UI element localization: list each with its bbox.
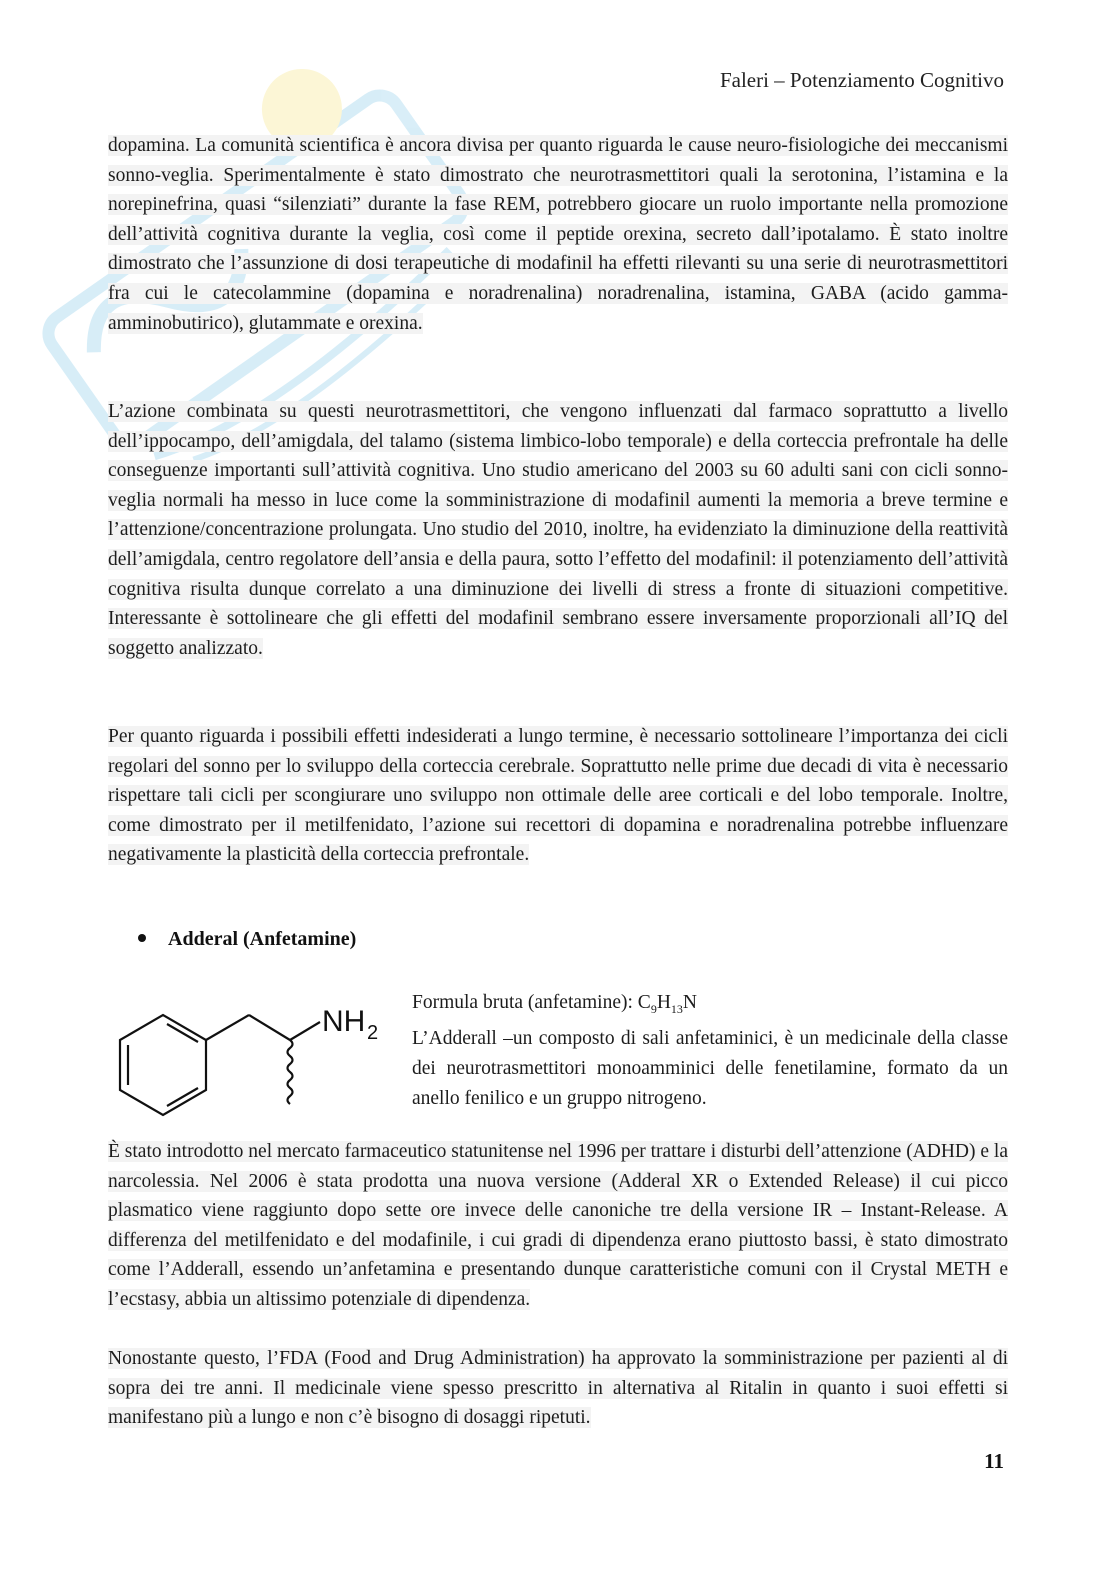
paragraph-sleep-mechanisms [108, 131, 1008, 338]
paragraph-text: Per quanto riguarda i possibili effetti indesiderati a lungo termine, è necessario sottolineare l’importanza dei cicli regolari del sonno per lo sviluppo della corteccia cerebrale. Soprattutto nelle prime due decadi di vita è necessario rispettare tali cicli per scongiurare uno sviluppo non ottimale delle aree corticali e del lobo temporale. Inoltre, come dimostrato per il metilfenidato, l’azione sui recettori di dopamina e noradrenalina potrebbe influenzare negativamente la plasticità della corteccia prefrontale. [108, 726, 1008, 866]
section-heading-text: Adderal (Anfetamine) [168, 928, 357, 950]
benzene-ring [120, 1015, 206, 1115]
section-heading-adderal [138, 928, 356, 951]
amphetamine-structure-diagram [108, 995, 398, 1125]
formula-line [412, 988, 1008, 1024]
formula-n: N [682, 992, 697, 1013]
paragraph-side-effects [108, 722, 1008, 870]
paragraph-text: È stato introdotto nel mercato farmaceutico statunitense nel 1996 per trattare i disturbi dell’attenzione (ADHD) e la narcolessia. Nel 2006 è stata prodotta una nuova versione (Adderal XR o Extended Release) il cui picco plasmatico viene raggiunto dopo sette ore invece delle canoniche tre della versione IR – Instant-Release. A differenza del metilfenidato e del modafinile, i cui gradi di dipendenza erano piuttosto bassi, è stato dimostrato come l’Adderall, essendo un’anfetamina e presentando dunque caratteristiche comuni con il Crystal METH e l’ecstasy, abbia un altissimo potenziale di dipendenza. [108, 1141, 1008, 1310]
paragraph-adderal-history [108, 1137, 1008, 1315]
formula-c-subscript: 9 [650, 1001, 657, 1016]
bullet-icon [138, 934, 146, 942]
side-chain [206, 1015, 320, 1104]
formula-block [412, 988, 1008, 1113]
paragraph-fda-approval [108, 1344, 1008, 1433]
paragraph-text: dopamina. La comunità scientifica è ancora divisa per quanto riguarda le cause neuro-fisiologiche dei meccanismi sonno-veglia. Sperimentalmente è stato dimostrato che neurotrasmettitori quali la serotonina, l’istamina e la norepinefrina, quasi “silenziati” durante la fase REM, potrebbero giocare un ruolo importante nella promozione dell’attività cognitiva durante la veglia, così come il peptide orexina, secreto dall’ipotalamo. È stato inoltre dimostrato che l’assunzione di dosi terapeutiche di modafinil ha effetti rilevanti su una serie di neurotrasmettitori fra cui le catecolammine (dopamina e noradrenalina) noradrenalina, istamina, GABA (acido gamma-amminobutirico), glutammate e orexina. [108, 135, 1008, 334]
wavy-bond [288, 1040, 293, 1104]
paragraph-combined-action [108, 397, 1008, 663]
paragraph-text: L’azione combinata su questi neurotrasmettitori, che vengono influenzati dal farmaco soprattutto a livello dell’ippocampo, dell’amigdala, del talamo (sistema limbico-lobo temporale) e della corteccia prefrontale ha delle conseguenze importanti sull’attività cognitiva. Uno studio americano del 2003 su 60 adulti sani con cicli sonno-veglia normali ha messo in luce come la somministrazione di modafinil aumenti la memoria a breve termine e l’attenzione/concentrazione prolungata. Uno studio del 2010, inoltre, ha evidenziato la diminuzione della reattività dell’amigdala, centro regolatore dell’ansia e della paura, sotto l’effetto del modafinil: il potenziamento dell’attività cognitiva risulta dunque correlato a una diminuzione dei livelli di stress a fronte di situazioni competitive. Interessante è sottolineare che gli effetti del modafinil sembrano essere inversamente proporzionali all’IQ del soggetto analizzato. [108, 401, 1008, 659]
formula-h-subscript: 13 [670, 1001, 683, 1016]
formula-description: L’Adderall –un composto di sali anfetaminici, è un medicinale della classe dei neurotrasmettitori monoamminici delle fenetilamine, formato da un anello fenilico e un gruppo nitrogeno. [412, 1028, 1008, 1109]
page-number: 11 [984, 1449, 1004, 1473]
amine-subscript: 2 [367, 1022, 379, 1044]
paragraph-text: Nonostante questo, l’FDA (Food and Drug Administration) ha approvato la somministrazione per pazienti al di sopra dei tre anni. Il medicinale viene spesso prescritto in alternativa al Ritalin in quanto i suoi effetti si manifestano più a lungo e non c’è bisogno di dosaggi ripetuti. [108, 1348, 1008, 1429]
formula-prefix: Formula bruta (anfetamine): C [412, 992, 651, 1013]
amine-label: NH [322, 1005, 366, 1038]
running-header: Faleri – Potenziamento Cognitivo [719, 68, 1004, 92]
formula-h: H [656, 992, 671, 1013]
